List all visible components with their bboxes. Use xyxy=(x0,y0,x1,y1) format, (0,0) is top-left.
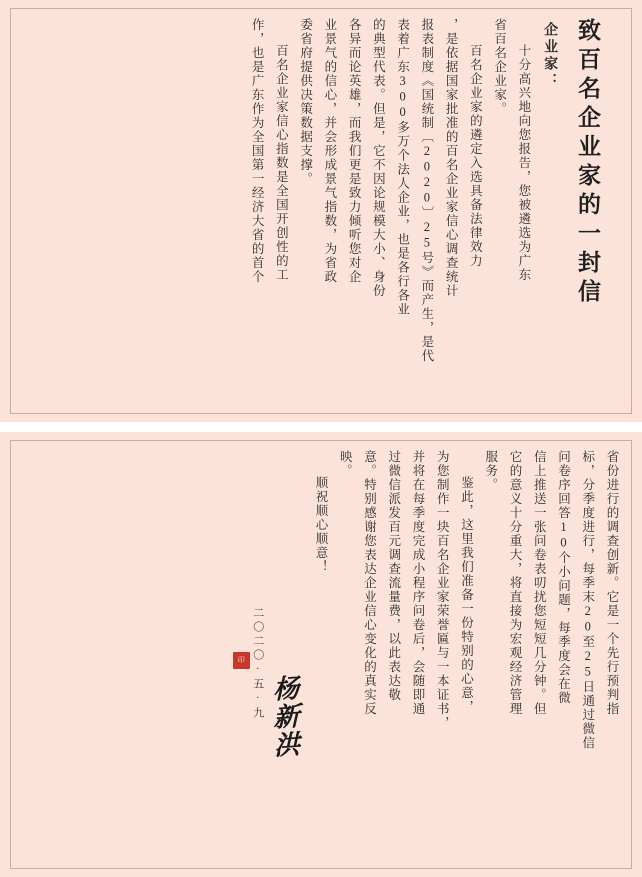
red-seal-icon: 印 xyxy=(233,652,250,669)
body-column: 的典型代表。但是，它不因论规模大小、身份 xyxy=(371,18,386,298)
body-column: 百名企业家信心指数是全国开创性的工 xyxy=(274,44,289,282)
signature-block xyxy=(227,450,309,863)
body-column: 表着广东300多万个法人企业，也是各行各业 xyxy=(395,18,410,317)
body-column: 问卷序回答10个小问题，每季度会在微 xyxy=(556,450,571,705)
letter-page-1 xyxy=(0,0,642,422)
letter-title: 致百名企业家的一封信 xyxy=(575,18,600,308)
body-column: ，是依据国家批准的百名企业家信心调查统计 xyxy=(444,18,459,298)
body-column: 省份进行的调查创新。它是一个先行预判指 xyxy=(605,450,619,716)
body-column: 作，也是广东作为全国第一经济大省的首个 xyxy=(250,18,265,284)
body-column: 它的意义十分重大，将直接为宏观经济管理 xyxy=(508,450,522,716)
body-column: 百名企业家的遴定入选具备法律效力 xyxy=(468,44,483,268)
body-column: 过微信派发百元调查流量费，以此表达敬 xyxy=(386,450,401,702)
body-column: 报表制度《国统制〔2020〕25号》而产生，是代 xyxy=(419,18,434,363)
body-column: 十分高兴地向您报告，您被遴选为广东 xyxy=(516,44,531,282)
body-column: 映。 xyxy=(338,450,353,478)
body-column: 信上推送一张问卷表叨扰您短短几分钟。但 xyxy=(532,450,547,716)
body-column: 各异而论英雄，而我们更是致力倾听您对企 xyxy=(347,18,362,284)
body-column: 鉴此，这里我们准备一份特别的心意， xyxy=(459,476,474,714)
page-1-columns xyxy=(18,18,624,408)
signature-date: 二〇二〇·五·九 xyxy=(251,606,264,721)
body-column: 标，分季度进行，每季末20至25日通过微信 xyxy=(580,450,595,750)
letter-salutation: 企业家： xyxy=(542,22,558,90)
body-column: 并将在每季度完成小程序问卷后，会随即通 xyxy=(411,450,425,716)
signature-name: 杨新洪 xyxy=(269,673,300,760)
closing-line: 顺祝顺心顺意！ xyxy=(314,476,328,574)
letter-page-2 xyxy=(0,432,642,877)
body-column: 委省府提供决策数据支撑。 xyxy=(298,18,313,186)
body-column: 服务。 xyxy=(483,450,498,492)
page-2-columns xyxy=(18,450,624,863)
body-column: 业景气的信心，并会形成景气指数，为省政 xyxy=(322,18,337,284)
body-column: 省百名企业家。 xyxy=(492,18,507,116)
body-column: 为您制作一块百名企业家荣誉匾与一本证书， xyxy=(435,450,450,730)
body-column: 意。特别感谢您表达企业信心变化的真实反 xyxy=(362,450,377,716)
page-separator xyxy=(0,422,642,432)
